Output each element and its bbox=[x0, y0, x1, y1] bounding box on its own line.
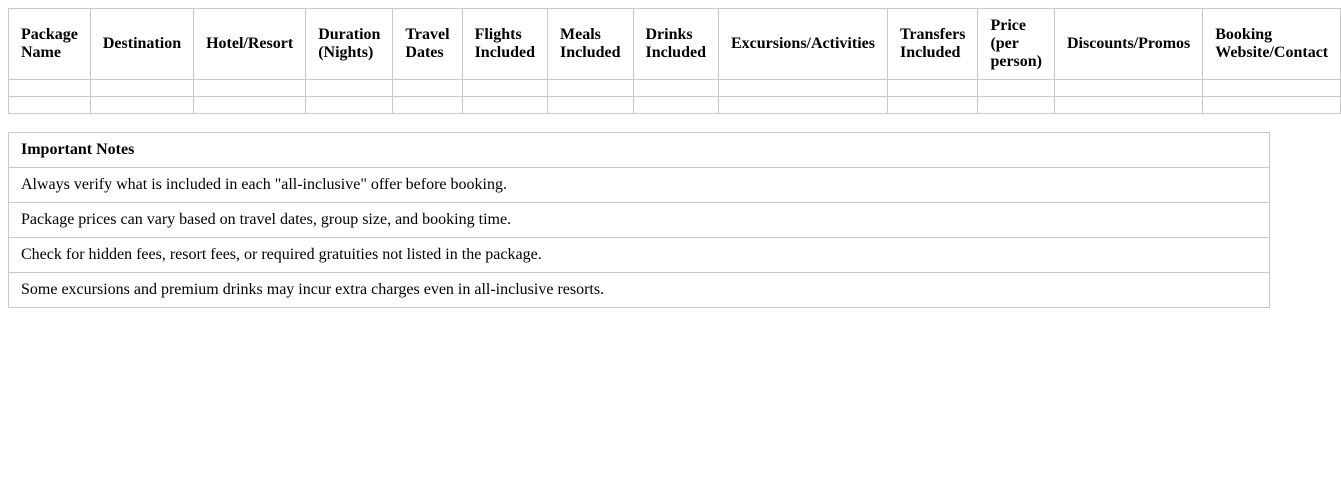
header-destination: Destination bbox=[90, 9, 193, 80]
table-cell bbox=[90, 97, 193, 114]
header-drinks-included: Drinks Included bbox=[633, 9, 718, 80]
table-cell bbox=[1054, 80, 1202, 97]
table-cell bbox=[548, 97, 633, 114]
header-discounts: Discounts/Promos bbox=[1054, 9, 1202, 80]
table-cell bbox=[306, 97, 393, 114]
note-item: Some excursions and premium drinks may incur extra charges even in all-inclusive resorts. bbox=[9, 273, 1270, 308]
header-booking-website: Booking Website/Contact bbox=[1203, 9, 1341, 80]
header-price: Price (per person) bbox=[978, 9, 1055, 80]
note-item: Always verify what is included in each "all-inclusive" offer before booking. bbox=[9, 168, 1270, 203]
packages-table bbox=[8, 8, 1341, 114]
table-cell bbox=[9, 80, 91, 97]
table-cell bbox=[1203, 80, 1341, 97]
table-cell bbox=[718, 97, 887, 114]
table-row bbox=[9, 97, 1341, 114]
table-cell bbox=[194, 80, 306, 97]
table-cell bbox=[393, 80, 462, 97]
table-cell bbox=[633, 80, 718, 97]
header-row bbox=[9, 9, 1341, 80]
notes-title-row bbox=[9, 133, 1270, 168]
header-excursions: Excursions/Activities bbox=[718, 9, 887, 80]
table-cell bbox=[90, 80, 193, 97]
note-row bbox=[9, 273, 1270, 308]
header-travel-dates: Travel Dates bbox=[393, 9, 462, 80]
table-cell bbox=[462, 97, 547, 114]
note-item: Package prices can vary based on travel dates, group size, and booking time. bbox=[9, 203, 1270, 238]
note-item: Check for hidden fees, resort fees, or required gratuities not listed in the package. bbox=[9, 238, 1270, 273]
header-flights-included: Flights Included bbox=[462, 9, 547, 80]
table-cell bbox=[462, 80, 547, 97]
table-cell bbox=[393, 97, 462, 114]
table-cell bbox=[548, 80, 633, 97]
table-cell bbox=[633, 97, 718, 114]
header-meals-included: Meals Included bbox=[548, 9, 633, 80]
note-row bbox=[9, 168, 1270, 203]
table-cell bbox=[1203, 97, 1341, 114]
header-transfers-included: Transfers Included bbox=[887, 9, 977, 80]
header-duration: Duration (Nights) bbox=[306, 9, 393, 80]
table-cell bbox=[978, 97, 1055, 114]
notes-title: Important Notes bbox=[9, 133, 1270, 168]
table-cell bbox=[306, 80, 393, 97]
table-cell bbox=[887, 97, 977, 114]
table-cell bbox=[194, 97, 306, 114]
table-row bbox=[9, 80, 1341, 97]
note-row bbox=[9, 238, 1270, 273]
table-cell bbox=[718, 80, 887, 97]
table-cell bbox=[1054, 97, 1202, 114]
table-cell bbox=[887, 80, 977, 97]
note-row bbox=[9, 203, 1270, 238]
table-cell bbox=[978, 80, 1055, 97]
table-cell bbox=[9, 97, 91, 114]
header-package-name: Package Name bbox=[9, 9, 91, 80]
header-hotel-resort: Hotel/Resort bbox=[194, 9, 306, 80]
notes-table bbox=[8, 132, 1270, 308]
